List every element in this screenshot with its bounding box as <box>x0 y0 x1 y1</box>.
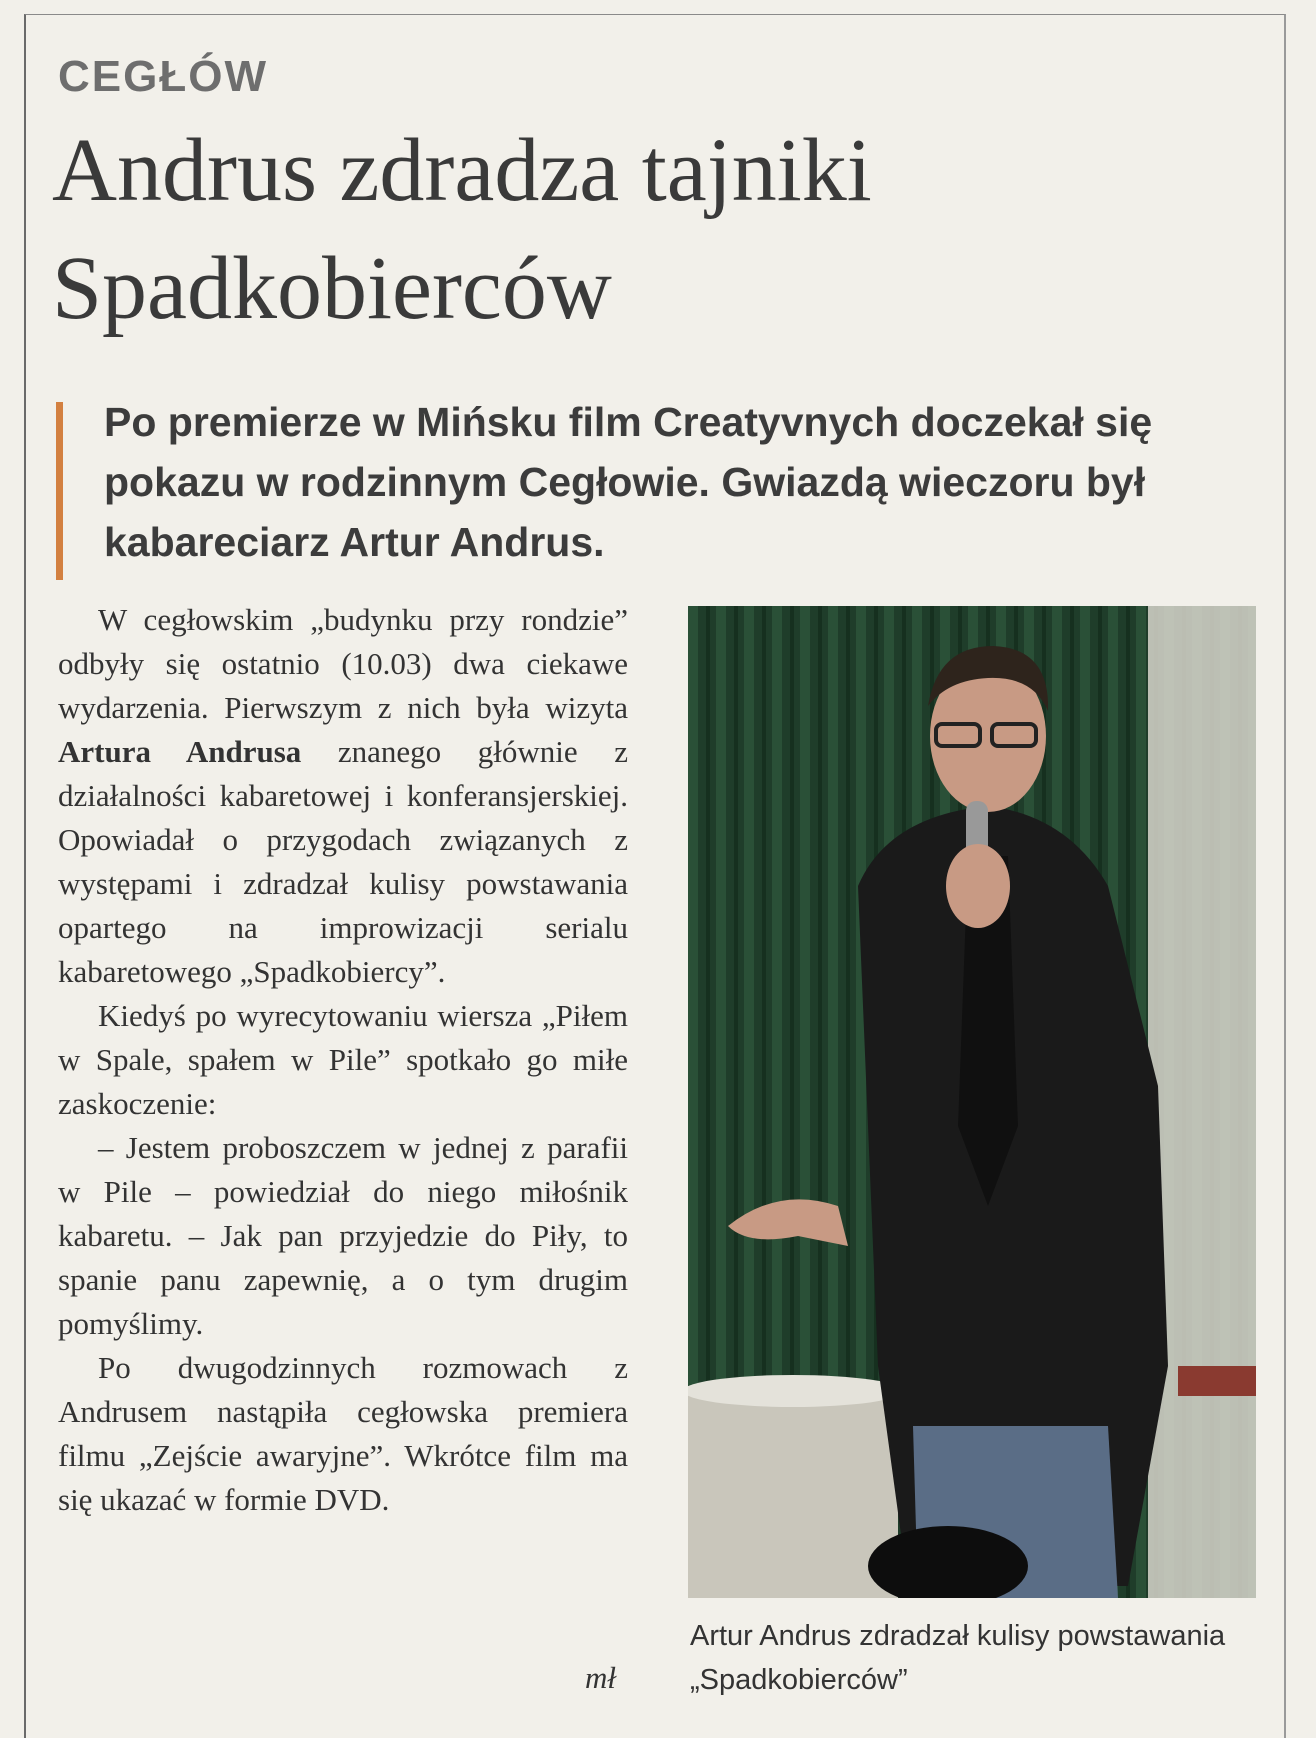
article-photo <box>688 606 1256 1598</box>
red-stripe <box>1178 1366 1256 1396</box>
photo-illustration <box>688 606 1256 1598</box>
photo-caption: Artur Andrus zdradzał kulisy powstawania „Spadkobierców” <box>690 1620 1226 1696</box>
paragraph-1 <box>58 598 628 994</box>
paragraph-1-text-b: znanego głównie z działalności kabaretowej i konferansjerskiej. Opowiadał o przygodach związanych z występami i zdradzał kulisy powstawania opartego na improwizacji serialu kabaretowego „Spadkobiercy”. <box>58 734 628 989</box>
hand-holding-mic <box>946 844 1010 928</box>
table-top <box>688 1375 903 1407</box>
paragraph-1-bold-name: Artura Andrusa <box>58 734 302 769</box>
paragraph-2: Kiedyś po wyrecytowaniu wiersza „Piłem w Spale, spałem w Pile” spotkało go miłe zaskoczenie: <box>58 998 628 1121</box>
paragraph-1-text-a: W cegłowskim „budynku przy rondzie” odbyły się ostatnio (10.03) dwa ciekawe wydarzenia. Pierwszym z nich była wizyta <box>58 602 628 725</box>
section-kicker: CEGŁÓW <box>58 52 268 101</box>
lead-paragraph: Po premierze w Mińsku film Creatyvnych doczekał się pokazu w rodzinnym Cegłowie. Gwiazdą wieczoru był kabareciarz Artur Andrus. <box>104 399 1153 565</box>
author-signature: mł <box>585 1660 616 1695</box>
side-wall <box>1148 606 1256 1598</box>
headline: Andrus zdradza tajniki Spadkobierców <box>52 121 872 338</box>
table <box>688 1386 898 1598</box>
paragraph-3: – Jestem proboszczem w jednej z parafii w Pile – powiedział do niego miłośnik kabaretu. – Jak pan przyjedzie do Piły, to spanie panu zapewnię, a o tym drugim pomyślimy. <box>58 1130 628 1341</box>
lead-accent-bar <box>56 402 63 580</box>
paragraph-4: Po dwugodzinnych rozmowach z Andrusem nastąpiła cegłowska premiera filmu „Zejście awaryjne”. Wkrótce film ma się ukazać w formie DVD. <box>58 1350 628 1517</box>
article-body <box>58 598 628 1522</box>
